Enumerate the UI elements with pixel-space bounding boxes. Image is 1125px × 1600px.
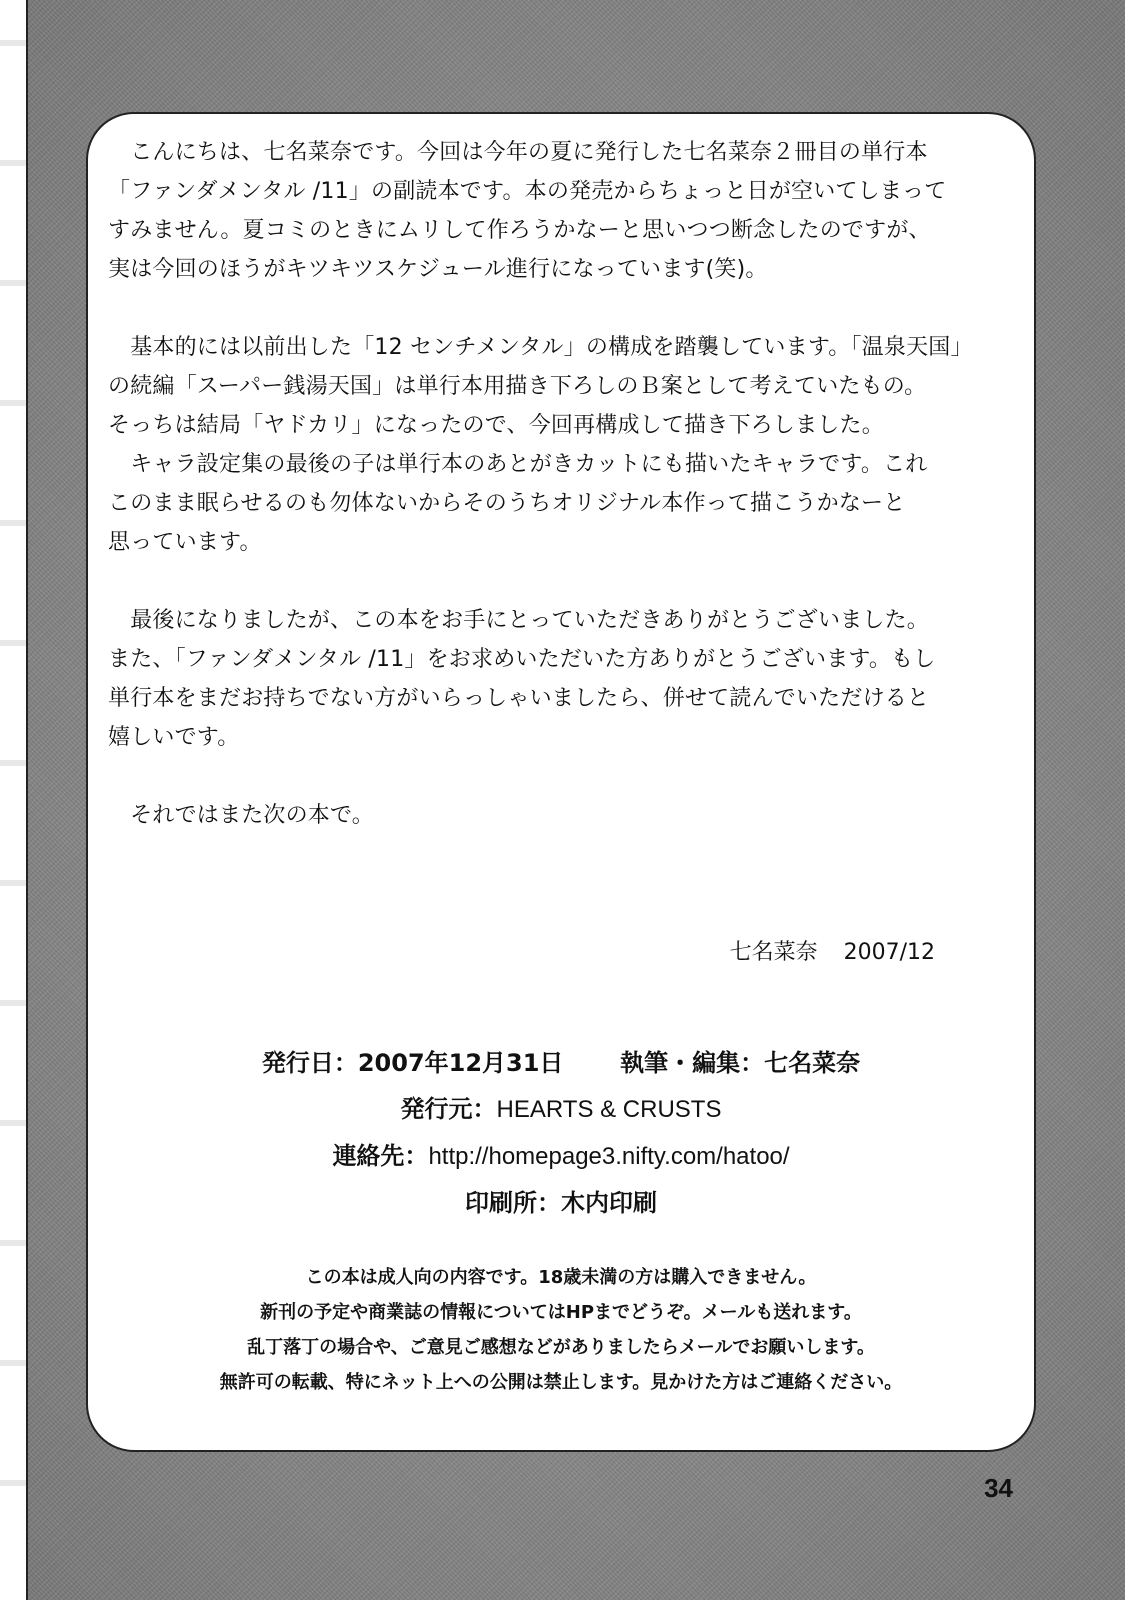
issue-date-label: 発行日： — [261, 1049, 358, 1077]
colophon-issue-line — [86, 1040, 1036, 1086]
publisher-label: 発行元： — [400, 1095, 497, 1123]
contact-url: http://homepage3.nifty.com/hatoo/ — [428, 1143, 790, 1170]
torn-page-edge — [0, 0, 28, 1600]
paragraph-intro: こんにちは、七名菜奈です。今回は今年の夏に発行した七名菜奈２冊目の単行本 「ファンダメンタル /11」の副読本です。本の発売からちょっと日が空いてしまって すみません。夏コミのときにムリして作ろうかなーと思いつつ断念したのですが、 実は今回のほうがキツキツスケジュール進行になっています(笑)。 — [108, 140, 947, 282]
colophon-contact-line — [86, 1133, 1036, 1180]
legal-notice — [86, 1260, 1036, 1400]
afterword-text — [108, 133, 1008, 835]
publisher: HEARTS & CRUSTS — [496, 1096, 722, 1123]
editor: 七名菜奈 — [764, 1049, 861, 1077]
contact-label: 連絡先： — [332, 1142, 429, 1170]
printer: 木内印刷 — [561, 1189, 657, 1217]
printer-label: 印刷所： — [465, 1189, 561, 1217]
issue-date: 2007年12月31日 — [357, 1049, 564, 1077]
paragraph-thanks: 最後になりましたが、この本をお手にとっていただきありがとうございました。 また、「ファンダメンタル /11」をお求めいただいた方ありがとうございます。もし 単行本をまだお持ちでない方がいらっしゃいましたら、併せて読んでいただけると 嬉しいです。 — [108, 608, 936, 750]
colophon-publisher-line — [86, 1086, 1036, 1133]
page-number: 34 — [984, 1473, 1013, 1503]
notice-line: 無許可の転載、特にネット上への公開は禁止します。見かけた方はご連絡ください。 — [219, 1372, 903, 1393]
colophon — [86, 1040, 1036, 1226]
notice-line: この本は成人向の内容です。18歳未満の方は購入できません。 — [305, 1267, 817, 1288]
editor-label: 執筆・編集： — [620, 1049, 765, 1077]
notice-line: 乱丁落丁の場合や、ご意見ご感想などがありましたらメールでお願いします。 — [247, 1337, 875, 1358]
signature — [730, 935, 935, 966]
colophon-printer-line — [86, 1180, 1036, 1226]
signature-date: 2007/12 — [843, 940, 935, 965]
paragraph-composition: 基本的には以前出した「12 センチメンタル」の構成を踏襲しています。「温泉天国」 の続編「スーパー銭湯天国」は単行本用描き下ろしのＢ案として考えていたもの。 そっちは結局「ヤドカリ」になったので、今回再構成して描き下ろしました。 キャラ設定集の最後の子は単行本のあとがきカットにも描いたキャラです。これ このまま眠らせるのも勿体ないからそのうちオリジナル本作って描こうかなーと 思っています。 — [108, 335, 973, 555]
paragraph-closing: それではまた次の本で。 — [108, 803, 374, 828]
signature-author: 七名菜奈 — [729, 940, 818, 965]
notice-line: 新刊の予定や商業誌の情報についてはHPまでどうぞ。メールも送れます。 — [260, 1302, 862, 1323]
